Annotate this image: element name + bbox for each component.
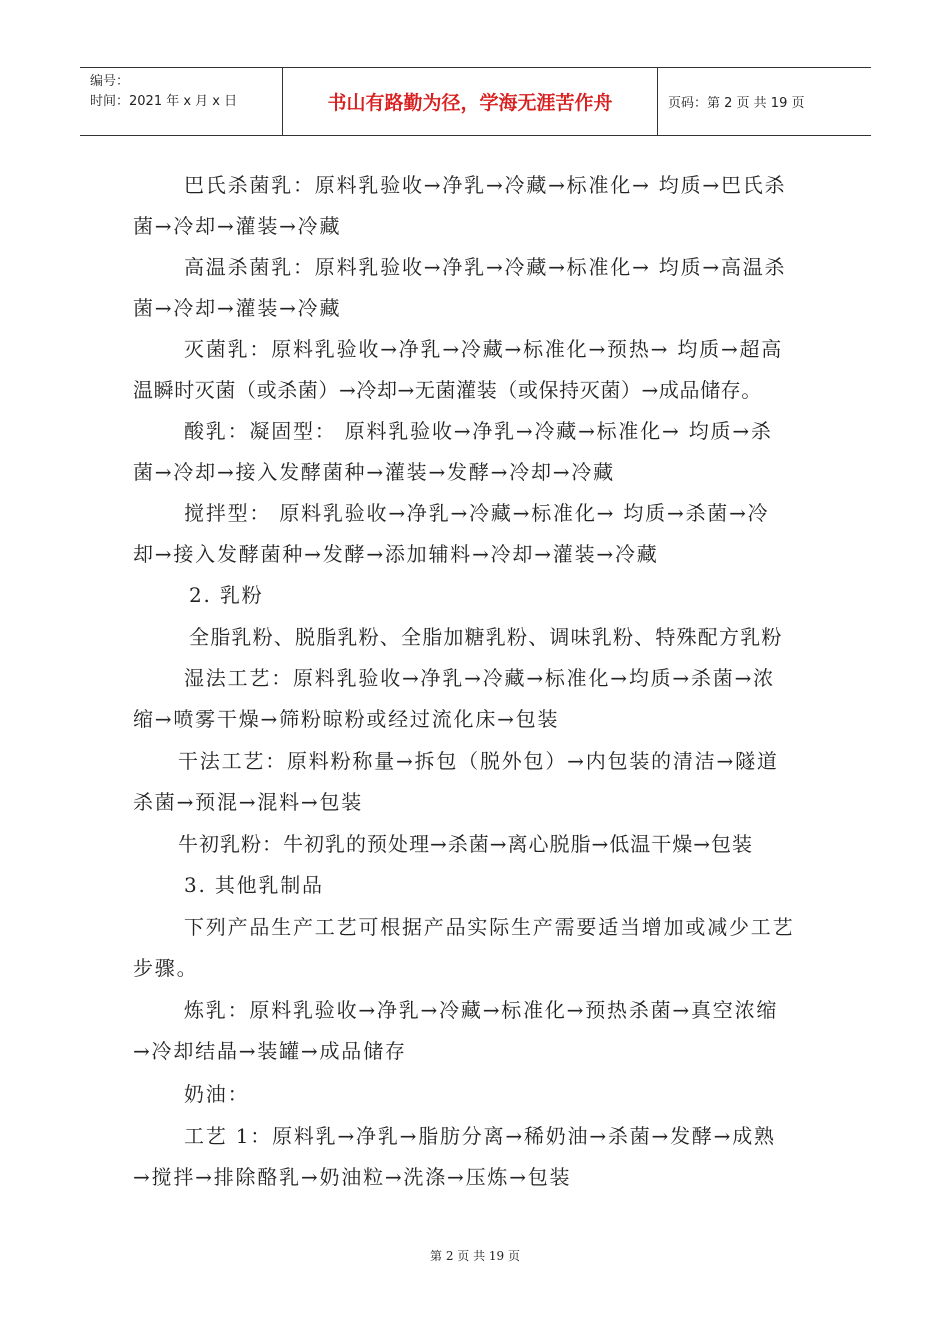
body-line: 灭菌乳：原料乳验收→净乳→冷藏→标准化→预热→ 均质→超高 [184,337,784,361]
body-line: 全脂乳粉、脱脂乳粉、全脂加糖乳粉、调味乳粉、特殊配方乳粉 [189,625,783,649]
body-line: 干法工艺：原料粉称量→拆包（脱外包）→内包装的清洁→隧道 [178,749,779,773]
body-line: 搅拌型： 原料乳验收→净乳→冷藏→标准化→ 均质→杀菌→冷 [184,501,770,525]
body-line: 温瞬时灭菌（或杀菌）→冷却→无菌灌装（或保持灭菌）→成品储存。 [133,378,762,402]
page-footer: 第 2 页 共 19 页 [430,1249,520,1263]
body-line: 牛初乳粉：牛初乳的预处理→杀菌→离心脱脂→低温干燥→包装 [178,832,754,856]
body-line: 下列产品生产工艺可根据产品实际生产需要适当增加或减少工艺 [184,915,795,939]
document-number-label: 编号： [90,74,130,89]
header-page-info: 页码：第 2 页 共 19 页 [668,96,805,111]
body-line: 菌→冷却→灌装→冷藏 [133,214,342,238]
body-line: 菌→冷却→灌装→冷藏 [133,296,342,320]
body-line: 奶油： [184,1082,250,1106]
body-line: 湿法工艺：原料乳验收→净乳→冷藏→标准化→均质→杀菌→浓 [184,666,775,690]
body-line: 巴氏杀菌乳：原料乳验收→净乳→冷藏→标准化→ 均质→巴氏杀 [184,173,787,197]
body-line: →搅拌→排除酪乳→奶油粒→洗涤→压炼→包装 [133,1165,572,1189]
body-line: 却→接入发酵菌种→发酵→添加辅料→冷却→灌装→冷藏 [133,542,659,566]
header-motto: 书山有路勤为径，学海无涯苦作舟 [283,68,658,135]
section-heading: 2. 乳粉 [189,583,264,607]
body-line: 酸乳：凝固型： 原料乳验收→净乳→冷藏→标准化→ 均质→杀 [184,419,773,443]
document-date-label: 时间：2021 年 x 月 x 日 [90,94,238,109]
section-heading: 3. 其他乳制品 [184,873,324,897]
body-line: 高温杀菌乳：原料乳验收→净乳→冷藏→标准化→ 均质→高温杀 [184,255,787,279]
body-line: 步骤。 [133,956,199,980]
body-line: 工艺 1：原料乳→净乳→脂肪分离→稀奶油→杀菌→发酵→成熟 [184,1124,776,1148]
header-meta-cell [80,68,283,135]
body-line: 菌→冷却→接入发酵菌种→灌装→发酵→冷却→冷藏 [133,460,615,484]
body-line: 炼乳：原料乳验收→净乳→冷藏→标准化→预热杀菌→真空浓缩 [184,998,779,1022]
body-line: →冷却结晶→装罐→成品储存 [133,1039,407,1063]
body-line: 杀菌→预混→混料→包装 [133,790,364,814]
page-header [80,67,871,136]
body-line: 缩→喷雾干燥→筛粉晾粉或经过流化床→包装 [133,707,560,731]
